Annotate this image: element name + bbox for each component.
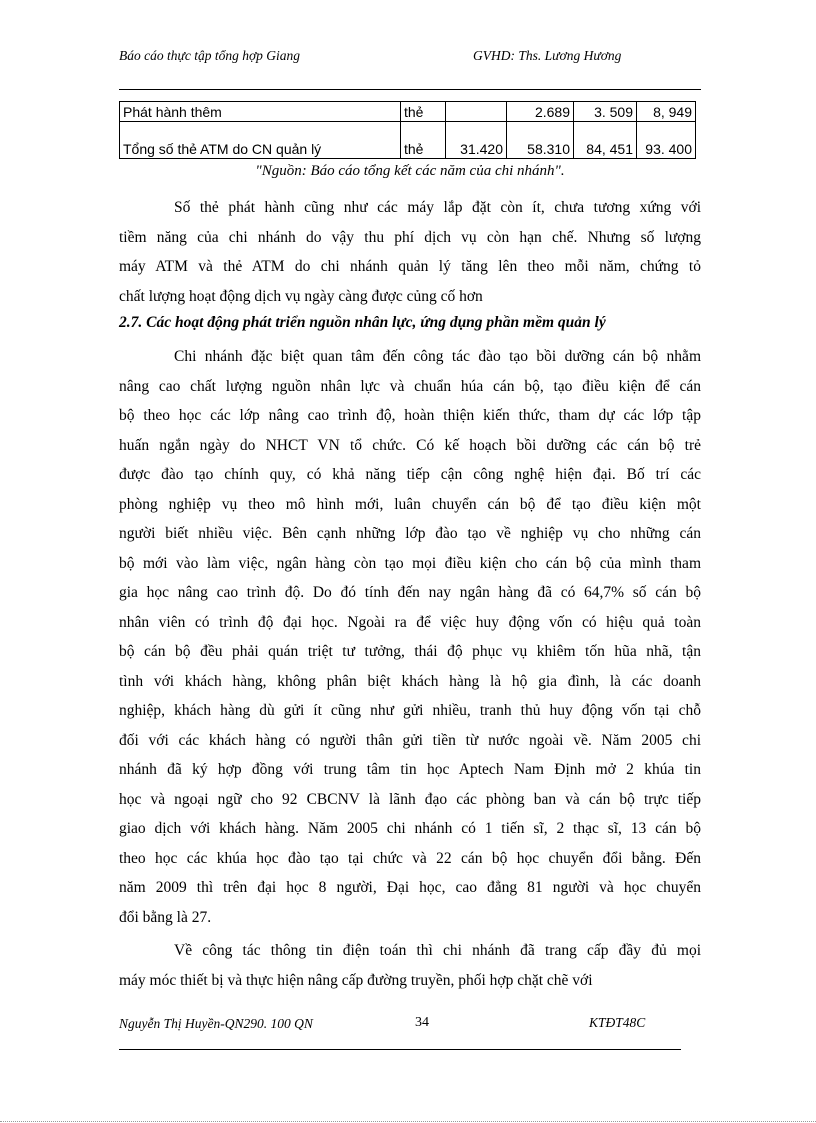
row-value-1 xyxy=(446,102,507,122)
text-line: bộ theo học các lớp nâng cao trình độ, hoàn thiện kiến thức, tham dự các lớp tập xyxy=(119,407,701,424)
row-value-3: 84, 451 xyxy=(574,122,637,159)
text-line: giao dịch với khách hàng. Năm 2005 chi nhánh có 1 tiến sĩ, 2 thạc sĩ, 13 cán bộ xyxy=(119,820,701,837)
row-label: Tổng số thẻ ATM do CN quản lý xyxy=(120,122,401,159)
text-line: học và ngoại ngữ cho 92 CBCNV là lãnh đạo các phòng ban và cán bộ trực tiếp xyxy=(119,790,701,808)
row-value-4: 93. 400 xyxy=(637,122,696,159)
text-line: tiềm năng của chi nhánh do vậy thu phí dịch vụ còn hạn chế. Nhưng số lượng xyxy=(119,228,701,246)
header-supervisor: GVHD: Ths. Lương Hương xyxy=(473,48,622,63)
page-header xyxy=(119,47,679,87)
text-line: Số thẻ phát hành cũng như các máy lắp đặt còn ít, chưa tương xứng với xyxy=(174,199,701,216)
text-line: đổi bằng là 27. xyxy=(119,908,212,926)
text-line: nhánh đã ký hợp đồng với trung tâm tin học Aptech Nam Định mở 2 khúa tin xyxy=(119,761,701,778)
row-value-4: 8, 949 xyxy=(637,102,696,122)
table-row xyxy=(120,122,696,159)
footer-author: Nguyễn Thị Huyền-QN290. 100 QN xyxy=(119,1016,313,1031)
row-value-1: 31.420 xyxy=(446,122,507,159)
paragraph-hr-development xyxy=(119,342,701,932)
row-unit: thẻ xyxy=(401,122,446,159)
text-line: theo học các khúa học đào tạo tại chức và 22 cán bộ học chuyển đổi bằng. Đến xyxy=(119,849,701,867)
text-line: huấn ngắn ngày do NHCT VN tổ chức. Có kế hoạch bồi dưỡng các cán bộ trẻ xyxy=(119,436,701,454)
page-edge-rule xyxy=(0,1121,816,1122)
row-value-2: 2.689 xyxy=(507,102,574,122)
footer-class-code: KTĐT48C xyxy=(589,1015,646,1030)
section-heading: 2.7. Các hoạt động phát triển nguồn nhân lực, ứng dụng phần mềm quản lý xyxy=(119,314,606,331)
row-value-2: 58.310 xyxy=(507,122,574,159)
text-line: chất lượng hoạt động dịch vụ ngày càng được củng cố hơn xyxy=(119,287,483,305)
text-line: tình với khách hàng, không phân biệt khách hàng là hộ gia đình, là các doanh xyxy=(119,672,701,690)
text-line: Chi nhánh đặc biệt quan tâm đến công tác đào tạo bồi dưỡng cán bộ nhằm xyxy=(174,348,701,365)
text-line: người biết nhiều việc. Bên cạnh những lớp đào tạo về nghiệp vụ cho những cán xyxy=(119,525,701,542)
text-line: bộ mới vào làm việc, ngân hàng còn tạo mọi điều kiện cho cán bộ của mình tham xyxy=(119,554,701,572)
text-line: phòng nghiệp vụ theo mô hình mới, luân chuyển cán bộ để tạo điều kiện một xyxy=(119,495,701,513)
row-value-3: 3. 509 xyxy=(574,102,637,122)
paragraph-it-systems xyxy=(119,936,701,995)
paragraph-card-summary xyxy=(119,193,701,311)
page-number: 34 xyxy=(415,1015,429,1030)
footer-divider xyxy=(119,1049,681,1050)
atm-card-table xyxy=(119,101,696,159)
text-line: Về công tác thông tin điện toán thì chi nhánh đã trang cấp đầy đủ mọi xyxy=(174,942,701,959)
text-line: bộ cán bộ đều phải quán triệt tư tưởng, thái độ phục vụ khiêm tốn hũa nhã, tận xyxy=(119,643,701,660)
text-line: nghiệp, khách hàng dù gửi ít cũng như gửi nhiều, tranh thủ huy động vốn tại chỗ xyxy=(119,702,701,719)
text-line: máy móc thiết bị và thực hiện nâng cấp đường truyền, phối hợp chặt chẽ với xyxy=(119,971,593,989)
text-line: máy ATM và thẻ ATM do chi nhánh quản lý tăng lên theo mỗi năm, chứng tỏ xyxy=(119,258,701,275)
table-row xyxy=(120,102,696,122)
text-line: nhân viên có trình độ đại học. Ngoài ra để việc huy động vốn có hiệu quả toàn xyxy=(119,613,701,631)
text-line: đối với các khách hàng có người thân gửi tiền từ nước ngoài về. Năm 2005 chi xyxy=(119,731,701,749)
text-line: năm 2009 thì trên đại học 8 người, Đại học, cao đẳng 81 người và học chuyển xyxy=(119,879,701,896)
text-line: nâng cao chất lượng nguồn nhân lực và chuẩn húa cán bộ, tạo điều kiện để cán xyxy=(119,377,701,395)
text-line: được đào tạo chính quy, có khả năng tiếp cận công nghệ hiện đại. Bố trí các xyxy=(119,466,701,483)
table-source-note: "Nguồn: Báo cáo tổng kết các năm của chi nhánh". xyxy=(255,163,565,179)
row-label: Phát hành thêm xyxy=(120,102,401,122)
header-divider xyxy=(119,89,701,90)
row-unit: thẻ xyxy=(401,102,446,122)
header-report-title: Báo cáo thực tập tổng hợp Giang xyxy=(119,48,301,63)
text-line: gia học nâng cao trình độ. Do đó tính đến nay ngân hàng đã có 64,7% số cán bộ xyxy=(119,584,701,601)
